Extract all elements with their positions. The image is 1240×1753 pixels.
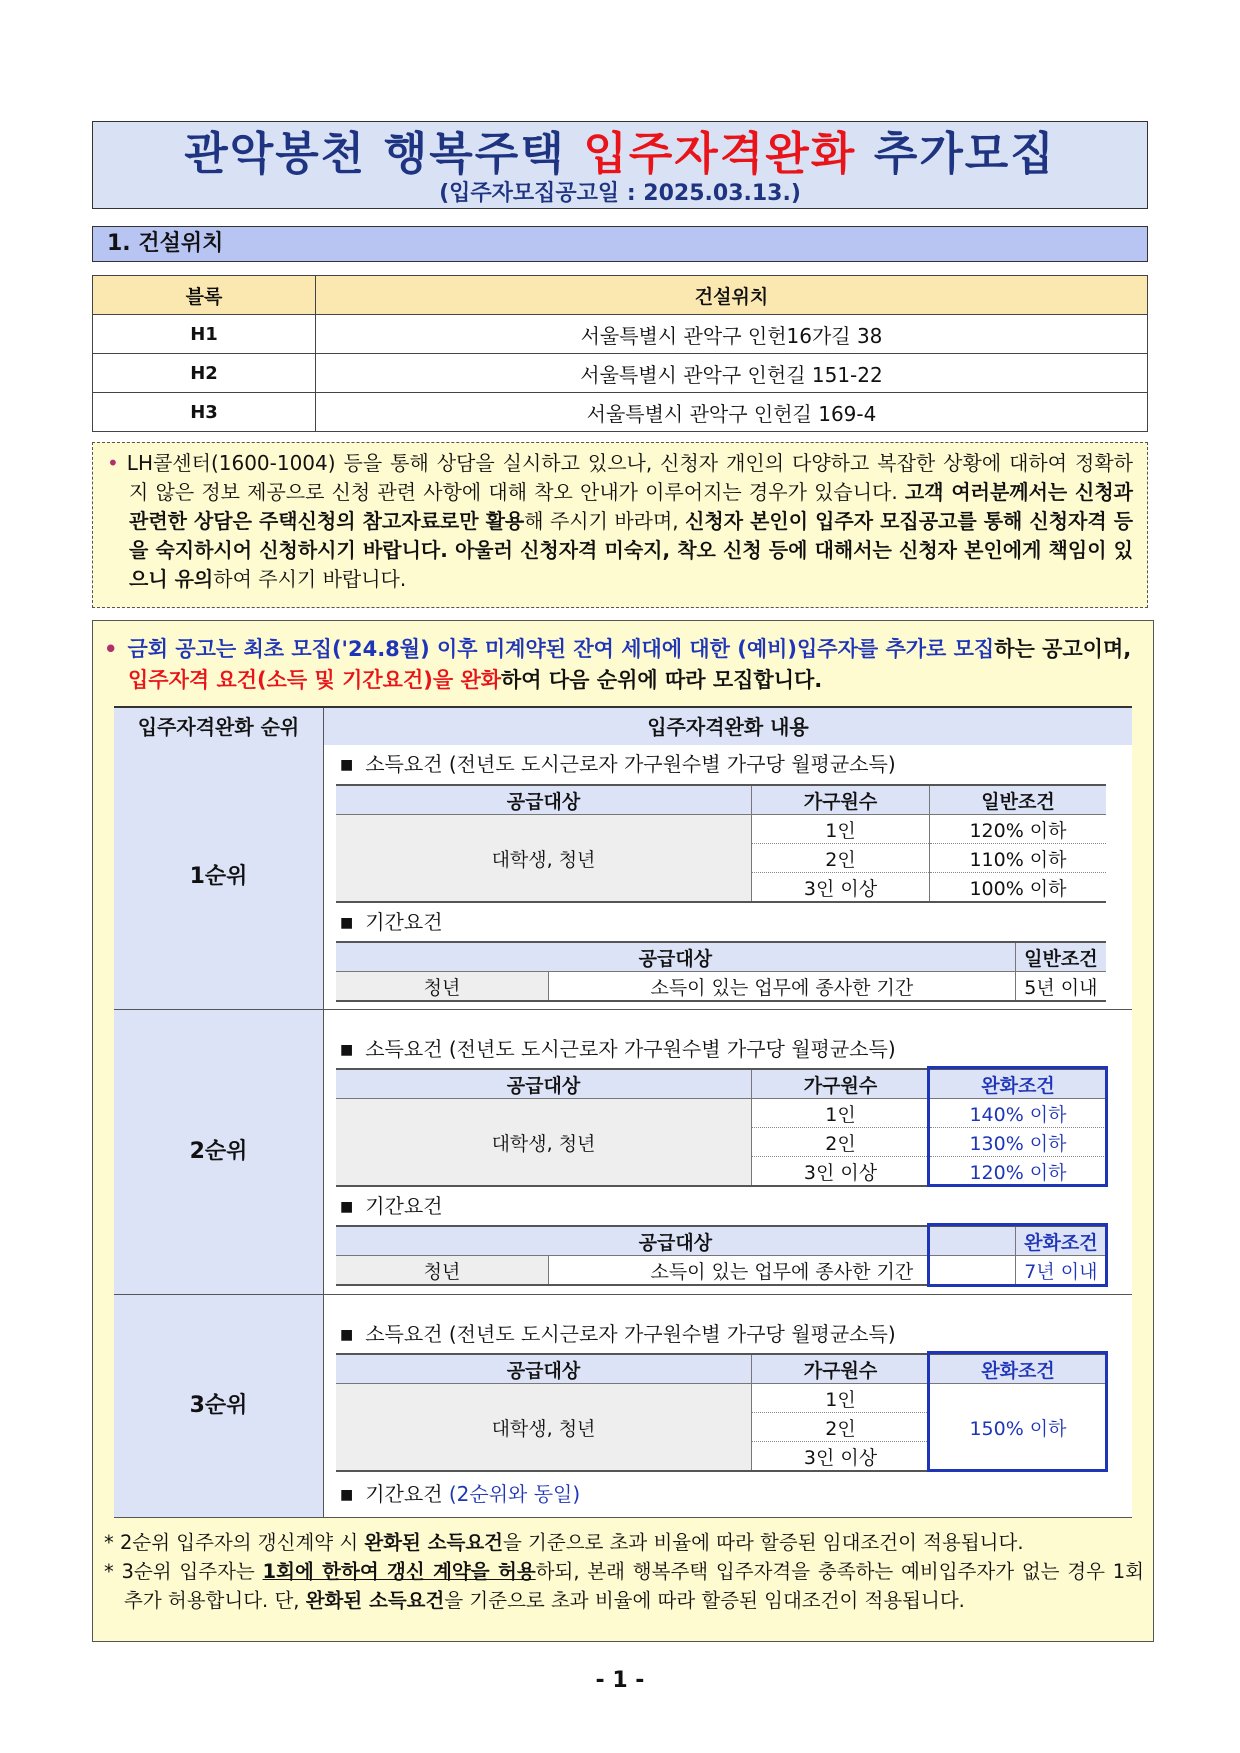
period-cell: 5년 이내	[1015, 972, 1106, 1002]
location-cell: 서울특별시 관악구 인헌길 151-22	[316, 354, 1148, 393]
income-label	[340, 1035, 896, 1064]
section-heading: 1. 건설위치	[92, 226, 1148, 262]
title-highlight: 입주자격완화	[583, 127, 857, 180]
location-cell: 서울특별시 관악구 인헌길 169-4	[316, 393, 1148, 432]
title-part2: 추가모집	[856, 127, 1056, 180]
youth-cell: 청년	[336, 1256, 549, 1286]
square-bullet-icon: ■	[340, 757, 354, 773]
period-paren: (2순위와 동일)	[448, 1482, 581, 1506]
fn1-pre: * 2순위 입주자의 갱신계약 시	[104, 1531, 365, 1554]
table-row	[93, 354, 1148, 393]
square-bullet-icon: ■	[340, 1487, 354, 1503]
location-cell: 서울특별시 관악구 인헌16가길 38	[316, 315, 1148, 354]
square-bullet-icon: ■	[340, 1042, 354, 1058]
h-members: 가구원수	[752, 1354, 930, 1384]
row-divider	[114, 1009, 1132, 1010]
income-label	[340, 750, 896, 779]
notice-text2: 하여 주시기 바랍니다.	[213, 567, 407, 591]
h-supply: 공급대상	[336, 1354, 752, 1384]
period-label-text: 기간요건	[365, 1482, 443, 1506]
period-label	[340, 908, 443, 937]
h-members: 가구원수	[752, 785, 930, 815]
period-label	[340, 1192, 443, 1221]
income-label-text: 소득요건	[365, 1322, 443, 1346]
title-box	[92, 121, 1148, 209]
members-cell: 2인	[752, 1413, 930, 1442]
income-label-text: 소득요건	[365, 752, 443, 776]
relaxed-highlight	[927, 1351, 1108, 1472]
rank-1-cell: 1순위	[114, 745, 324, 1009]
h-supply: 공급대상	[336, 1069, 752, 1099]
notice-text	[107, 449, 1133, 594]
location-table	[92, 275, 1148, 432]
notice-box	[92, 442, 1148, 608]
target-cell: 대학생, 청년	[336, 815, 752, 903]
h-relaxed: 완화조건	[930, 1069, 1107, 1099]
rank-table-header	[114, 706, 1132, 747]
row-divider	[114, 1294, 1132, 1295]
income-cell: 100% 이하	[930, 873, 1107, 903]
bullet-icon: •	[104, 637, 118, 661]
target-cell: 대학생, 청년	[336, 1384, 752, 1472]
income-cell: 140% 이하	[930, 1099, 1107, 1128]
fn2-post: 을 기준으로 초과 비율에 따라 할증된 임대조건이 적용됩니다.	[444, 1589, 965, 1612]
members-cell: 3인 이상	[752, 1442, 930, 1472]
income-label	[340, 1320, 896, 1349]
income-label-text: 소득요건	[365, 1037, 443, 1061]
table-row	[93, 393, 1148, 432]
period-desc: 소득이 있는 업무에 종사한 기간	[549, 972, 1016, 1002]
income-cell: 120% 이하	[930, 1157, 1107, 1187]
notice-line1: LH콜센터(1600-1004) 등을 통해 상담을 실시하고 있으나, 신청자 개인의 다양하고 복잡한 상황에 대하여 정확하지 않은 정보 제공으로 신청 관련 사항에 대해 착오 안내가 이루어지는 경우가 있습니다.	[126, 451, 1133, 504]
table-row	[93, 315, 1148, 354]
period-cell: 7년 이내	[1015, 1256, 1106, 1286]
square-bullet-icon: ■	[340, 1327, 354, 1343]
period-label-text: 기간요건	[365, 910, 443, 934]
h-relaxed: 완화조건	[930, 1354, 1107, 1384]
members-cell: 1인	[752, 1384, 930, 1413]
title-part1: 관악봉천 행복주택	[184, 127, 584, 180]
announcement-date: (입주자모집공고일 : 2025.03.13.)	[439, 181, 801, 206]
intro-text1: 하는 공고이며,	[994, 637, 1132, 661]
income-paren: (전년도 도시근로자 가구원수별 가구당 월평균소득)	[448, 1322, 896, 1346]
h-relaxed: 완화조건	[1015, 1226, 1106, 1256]
income-cell: 150% 이하	[930, 1384, 1107, 1472]
income-cell: 130% 이하	[930, 1128, 1107, 1157]
members-cell: 3인 이상	[752, 1157, 930, 1187]
fn2-bold-u: 1회에 한하여 갱신 계약을 허용	[262, 1560, 536, 1583]
fn2-mid: 하되, 본래 행복주택 입주자격을 충족하는 예비입주자가 없는 경우 1회 추가 허용합니다. 단,	[124, 1560, 1144, 1612]
block-cell: H2	[93, 354, 316, 393]
h-general: 일반조건	[930, 785, 1107, 815]
h-general: 일반조건	[1015, 942, 1106, 972]
bullet-icon: •	[107, 451, 119, 475]
income-cell: 110% 이하	[930, 844, 1107, 873]
members-cell: 2인	[752, 1128, 930, 1157]
fn1-bold: 완화된 소득요건	[364, 1531, 504, 1554]
period-desc: 소득이 있는 업무에 종사한 기간	[549, 1256, 1016, 1286]
col-rank: 입주자격완화 순위	[114, 708, 324, 746]
period-table	[336, 941, 1106, 1002]
row-divider	[114, 1517, 1132, 1518]
members-cell: 1인	[752, 815, 930, 844]
fn2-bold: 완화된 소득요건	[305, 1589, 445, 1612]
members-cell: 3인 이상	[752, 873, 930, 903]
block-cell: H3	[93, 393, 316, 432]
members-cell: 1인	[752, 1099, 930, 1128]
h-members: 가구원수	[752, 1069, 930, 1099]
income-paren: (전년도 도시근로자 가구원수별 가구당 월평균소득)	[448, 1037, 896, 1061]
footnotes	[104, 1528, 1144, 1615]
target-cell: 대학생, 청년	[336, 1099, 752, 1187]
youth-cell: 청년	[336, 972, 549, 1002]
col-location: 건설위치	[316, 276, 1148, 315]
intro-text2: 하여 다음 순위에 따라 모집합니다.	[501, 668, 823, 692]
square-bullet-icon: ■	[340, 1199, 354, 1215]
notice-bold2: 신청자 본인이 입주자 모집공고를 통해 신청자격 등을 숙지하시어 신청하시기 바랍니다. 아울러 신청자격 미숙지, 착오 신청 등에 대해서는 신청자 본인에게 책임이 있으니 유의	[129, 509, 1134, 591]
col-block: 블록	[93, 276, 316, 315]
page-title	[93, 128, 1147, 180]
income-paren: (전년도 도시근로자 가구원수별 가구당 월평균소득)	[448, 752, 896, 776]
block-cell: H1	[93, 315, 316, 354]
period-label	[340, 1480, 580, 1509]
income-table	[336, 784, 1106, 903]
h-supply: 공급대상	[336, 942, 1015, 972]
notice-text1: 해 주시기 바라며,	[524, 509, 686, 533]
intro-text	[104, 634, 1150, 696]
page-number: - 1 -	[595, 1668, 645, 1693]
square-bullet-icon: ■	[340, 915, 354, 931]
relaxed-highlight	[927, 1066, 1108, 1187]
footnote-1	[104, 1528, 1144, 1557]
relaxed-highlight	[927, 1223, 1108, 1287]
members-cell: 2인	[752, 844, 930, 873]
fn1-post: 을 기준으로 초과 비율에 따라 할증된 임대조건이 적용됩니다.	[503, 1531, 1024, 1554]
notice-bold1: 고객 여러분께서는 신청과 관련한 상담은 주택신청의 참고자료로만 활용	[129, 480, 1133, 533]
footnote-2	[104, 1557, 1144, 1615]
rank-3-cell: 3순위	[114, 1295, 324, 1517]
intro-blue: 금회 공고는 최초 모집('24.8월) 이후 미계약된 잔여 세대에 대한 (예비)입주자를 추가로 모집	[127, 637, 995, 661]
fn2-pre: * 3순위 입주자는	[104, 1560, 263, 1583]
period-label-text: 기간요건	[365, 1194, 443, 1218]
intro-red: 입주자격 요건(소득 및 기간요건)을 완화	[128, 668, 502, 692]
h-supply: 공급대상	[336, 785, 752, 815]
h-supply: 공급대상	[336, 1226, 1015, 1256]
income-cell: 120% 이하	[930, 815, 1107, 844]
rank-2-cell: 2순위	[114, 1010, 324, 1294]
col-content: 입주자격완화 내용	[647, 715, 809, 739]
